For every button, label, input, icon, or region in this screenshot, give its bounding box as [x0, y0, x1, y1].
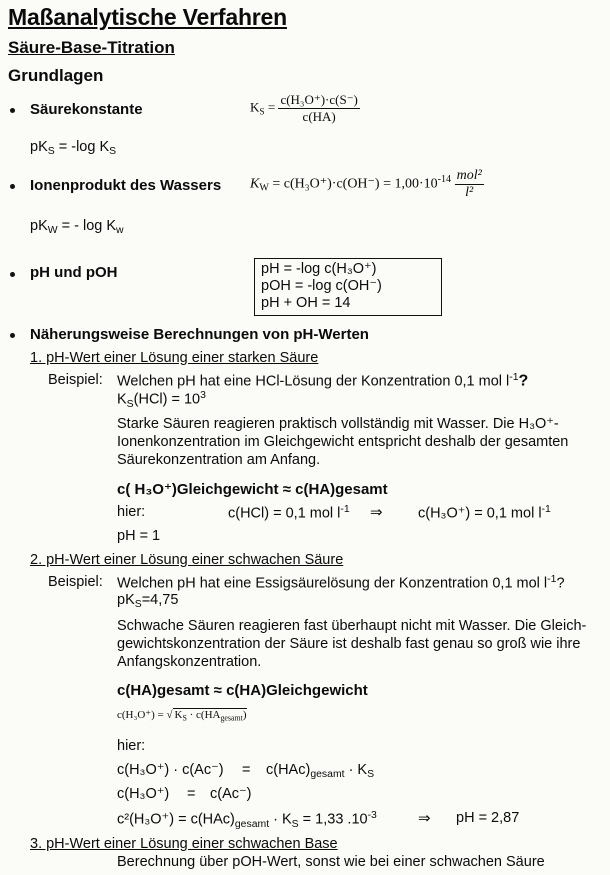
case2-pks: $pK_S=4,75$: [117, 592, 179, 611]
ionenprodukt-formula: $K_W = c(H_3O^+)\cdot c(OH^-) = 1,00\cdot 10^{-14}$ $\frac{\text{mol²}}{\text{l²}}$: [250, 168, 482, 200]
case3-heading: 3. pH-Wert einer Lösung einer schwachen Base: [30, 836, 338, 852]
case2-line2-eq: =: [187, 786, 196, 802]
case1-hier-eq1: c(HCl) = 0,1 mol $l^{-1}$: [228, 504, 350, 522]
poh-definition: pOH = -log c(OH⁻): [261, 278, 382, 294]
case2-line1-rhs: $c(HAc)_{gesamt} \cdot K_S$: [266, 762, 375, 781]
case3-text: Berechnung über pOH-Wert, sonst wie bei einer schwachen Säure: [117, 854, 545, 870]
arrow-icon: ⇒: [418, 810, 431, 827]
saeurekonstante-formula: $K_S$ = $\frac{\text{c(H₃O⁺)·c(S⁻)}}{c(HA)}$: [250, 92, 358, 124]
case1-ks: $K_S(HCl) = 10^3$: [117, 390, 206, 410]
case2-text-1: Schwache Säuren reagieren fast überhaupt nicht mit Wasser. Die Gleich-: [117, 618, 587, 634]
case1-equation: c( H₃O⁺)Gleichgewicht ≈ c(HA)gesamt: [117, 481, 388, 498]
case1-heading: 1. pH-Wert einer Lösung einer starken Säure: [30, 350, 319, 366]
bullet-icon: [10, 272, 15, 277]
pks-definition: $pK_S = -\log$ $K_S$: [30, 139, 117, 158]
case1-text-2: Ionenkonzentration im Gleichgewicht entspricht deshalb der gesamten: [117, 434, 569, 450]
saeurekonstante-label: Säurekonstante: [30, 101, 143, 118]
case1-hier-eq2: c(H₃O⁺) = 0,1 mol $l^{-1}$: [418, 504, 551, 522]
ph-poh-label: pH und pOH: [30, 264, 118, 281]
case2-text-3: Anfangskonzentration.: [117, 654, 262, 670]
ph-poh-box: [254, 258, 442, 316]
case2-result: pH = 2,87: [456, 810, 520, 826]
case2-sqrt-formula: c(H₃O⁺) = √ $K_S \cdot c(HA_{gesamt})$: [117, 709, 247, 723]
naeherung-label: Näherungsweise Berechnungen von pH-Werten: [30, 326, 369, 343]
case2-line2-rhs: c(Ac⁻): [210, 786, 252, 802]
case2-heading: 2. pH-Wert einer Lösung einer schwachen Säure: [30, 552, 344, 568]
bullet-icon: [10, 108, 15, 113]
page-title: Maßanalytische Verfahren: [8, 4, 287, 30]
case2-line2-lhs: c(H₃O⁺): [117, 786, 170, 802]
case1-question: Welchen pH hat eine HCl-Lösung der Konzentration 0,1 mol $l^{-1}$?: [117, 372, 529, 390]
arrow-icon: ⇒: [370, 504, 383, 521]
case2-question: Welchen pH hat eine Essigsäurelösung der Konzentration 0,1 mol $l^{-1}$?: [117, 574, 565, 592]
case1-result: pH = 1: [117, 528, 161, 544]
case2-line3: $c^2(H_3O^+) = c(HAc)_{gesamt} \cdot K_S = 1,33$ $.10^{-3}$: [117, 810, 377, 830]
case1-hier: hier:: [117, 504, 146, 520]
case2-line1-lhs: c(H₃O⁺) · c(Ac⁻): [117, 762, 224, 778]
case2-line1-eq: =: [242, 762, 251, 778]
section-heading: Grundlagen: [8, 66, 104, 85]
ph-definition: pH = -log c(H₃O⁺): [261, 261, 377, 277]
case1-beispiel: Beispiel:: [48, 372, 103, 388]
case1-text-3: Säurekonzentration am Anfang.: [117, 452, 321, 468]
ph-poh-sum: pH + OH = 14: [261, 295, 351, 311]
bullet-icon: [10, 333, 15, 338]
case1-text-1: Starke Säuren reagieren praktisch vollständig mit Wasser. Die H₃O⁺-: [117, 416, 559, 432]
case2-text-2: gewichtskonzentration der Säure ist deshalb fast genau so groß wie ihre: [117, 636, 581, 652]
subtitle: Säure-Base-Titration: [8, 38, 175, 57]
ionenprodukt-label: Ionenprodukt des Wassers: [30, 177, 222, 194]
bullet-icon: [10, 184, 15, 189]
case2-hier: hier:: [117, 738, 146, 754]
pkw-definition: $pK_W$ = - $\log K_w$: [30, 218, 124, 237]
case2-beispiel: Beispiel:: [48, 574, 103, 590]
case2-equation: c(HA)gesamt ≈ c(HA)Gleichgewicht: [117, 682, 368, 699]
